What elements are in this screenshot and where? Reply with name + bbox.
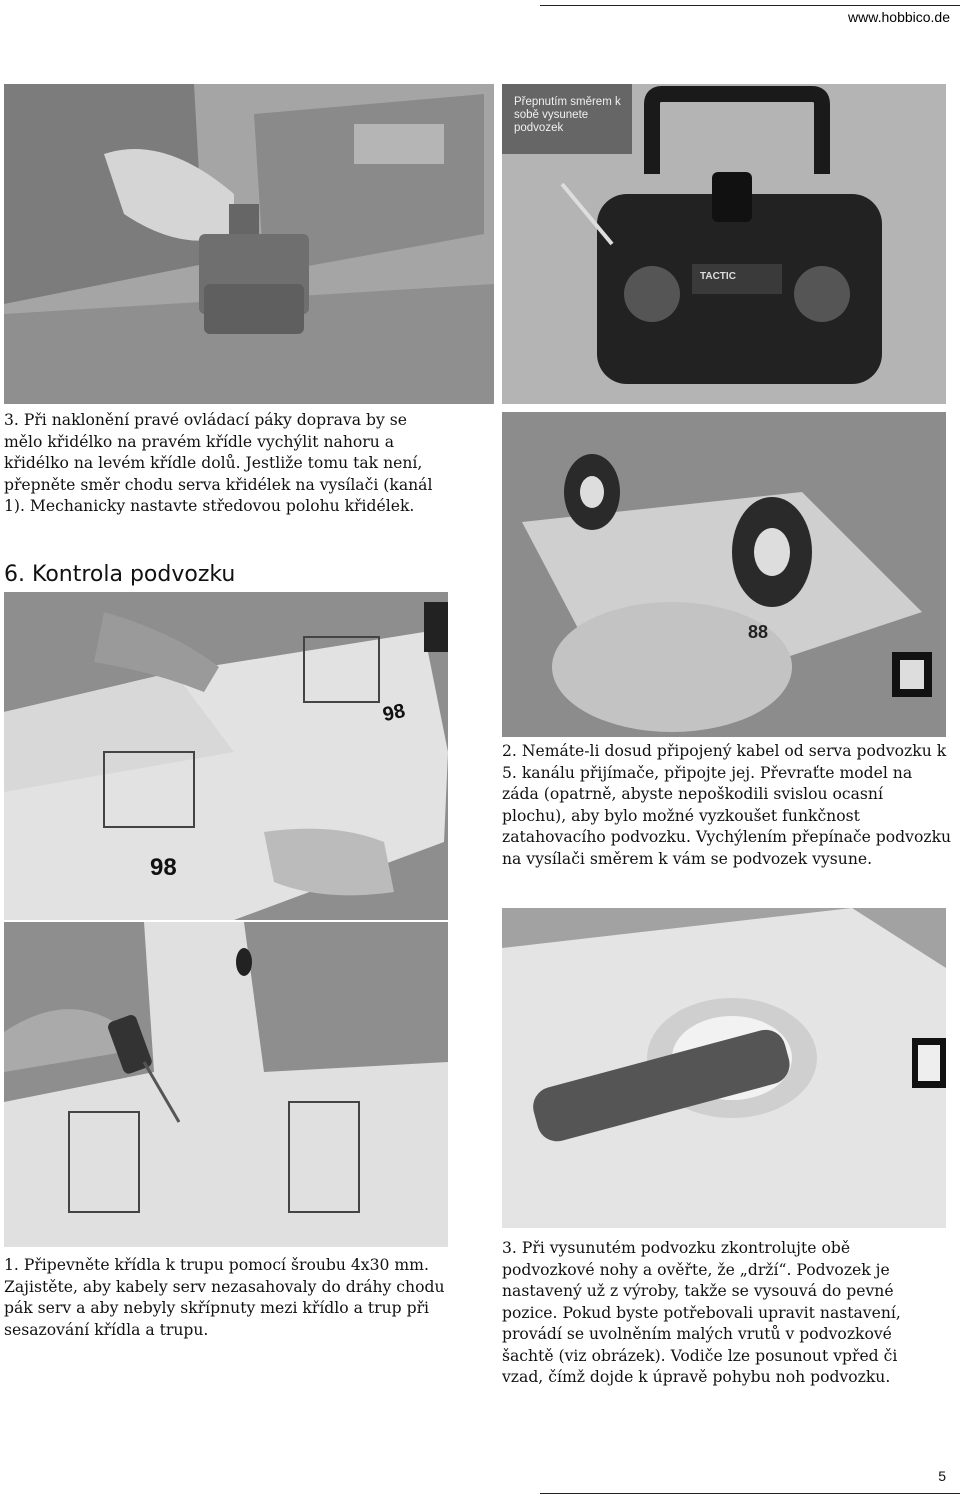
gear-step-1-text: 1. Připevněte křídla k trupu pomocí šroubu 4x30 mm. Zajistěte, aby kabely serv nezasahovaly do dráhy chodu pák serv a aby nebyly skřípnuty mezi křídlo a trup při sesazování křídla a trupu.: [4, 1256, 445, 1339]
wing-number: 98: [380, 699, 408, 727]
transmitter-brand: TACTIC: [700, 271, 736, 282]
photo-wing-underside: [4, 592, 448, 920]
gear-step-2-text: 2. Nemáte-li dosud připojený kabel od serva podvozku k 5. kanálu přijímače, připojte jej. Převraťte model na záda (opatrně, abyste nepoškodili svislou ocasní plochu), aby bylo možné vyzkoušet funkčnost zatahovacího podvozku. Vychýlením přepínače podvozku na vysílači směrem k vám se podvozek vysune.: [502, 742, 952, 868]
photo-gear-well: [502, 908, 946, 1228]
header-rule: [540, 5, 960, 6]
page-number: 5: [938, 1468, 946, 1484]
aileron-step-text: 3. Při naklonění pravé ovládací páky doprava by se mělo křidélko na pravém křídle vychýlit nahoru a křidélko na levém křídle dolů. Jestliže tomu tak není, přepněte směr chodu serva křidélek na vysílači (kanál 1). Mechanicky nastavte středovou polohu křidélek.: [4, 411, 433, 515]
gear-fuselage-number: 88: [748, 622, 769, 642]
section-heading: 6. Kontrola podvozku: [4, 562, 236, 587]
gear-step-3-text: 3. Při vysunutém podvozku zkontrolujte obě podvozkové nohy a ověřte, že „drží“. Podvozek je nastavený už z výroby, takže se vysouvá do pevné pozice. Pokud byste potřebovali upravit nastavení, provádí se uvolněním malých vrutů v podvozkové šachtě (viz obrázek). Vodiče lze posunout vpřed či vzad, čímž dojde k úpravě pohybu noh podvozku.: [502, 1239, 901, 1386]
header-url: www.hobbico.de: [848, 9, 950, 25]
wing-fuselage-number: 98: [150, 854, 177, 881]
photo-aileron-screwdriver: [4, 84, 494, 404]
transmitter-overlay-label: Přepnutím směrem k sobě vysunete podvozek: [514, 96, 621, 134]
footer-rule: [540, 1493, 960, 1494]
photo-wing-screw: [4, 922, 448, 1247]
photo-landing-gear: [502, 412, 946, 737]
